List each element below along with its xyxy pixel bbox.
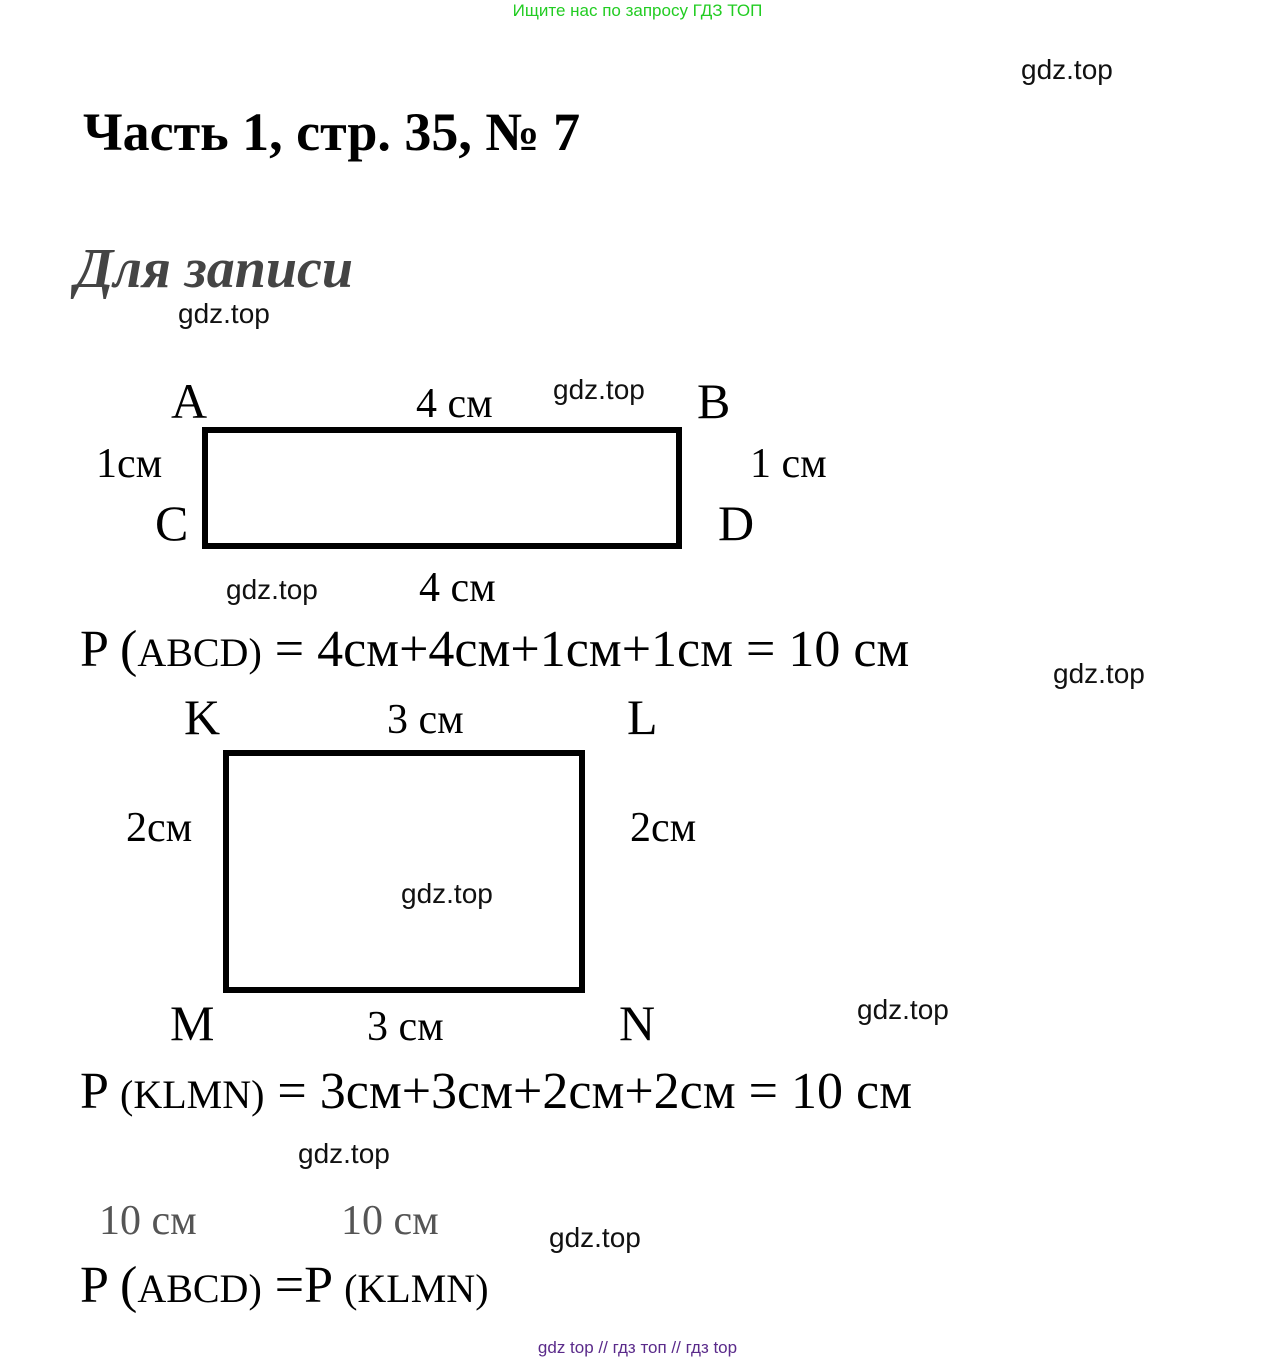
- top-banner[interactable]: Ищите нас по запросу ГДЗ ТОП: [512, 1, 763, 20]
- length-label-cd: 4 см: [419, 565, 496, 611]
- footer-links[interactable]: gdz top // гдз топ // гдз top: [537, 1338, 738, 1357]
- watermark: gdz.top: [226, 574, 318, 605]
- watermark: gdz.top: [1021, 54, 1113, 85]
- perimeter-formula-abcd: [80, 620, 909, 683]
- length-label-bd: 1 см: [750, 441, 827, 487]
- watermark: gdz.top: [298, 1138, 390, 1169]
- vertex-label-n: N: [619, 995, 656, 1051]
- watermark: gdz.top: [178, 298, 270, 329]
- value-label-klmn: 10 см: [341, 1198, 439, 1244]
- vertex-label-d: D: [718, 495, 755, 551]
- figure-name: ABCD): [137, 630, 262, 675]
- length-label-ac: 1см: [96, 441, 163, 487]
- watermark: gdz.top: [401, 878, 493, 909]
- watermark: gdz.top: [549, 1222, 641, 1253]
- vertex-label-a: A: [171, 373, 208, 429]
- formula-equals: =P: [261, 1257, 345, 1314]
- formula-p: P: [80, 1063, 120, 1120]
- figure-name: (KLMN): [344, 1266, 489, 1311]
- figure-name: ABCD): [137, 1266, 262, 1311]
- rectangle-abcd: [202, 427, 682, 549]
- length-label-ab: 4 см: [416, 381, 493, 427]
- formula-p: P (: [80, 1257, 138, 1314]
- watermark: gdz.top: [857, 994, 949, 1025]
- rectangle-klmn: [223, 750, 585, 993]
- formula-p: P (: [80, 621, 138, 678]
- section-heading: Для записи: [75, 238, 353, 300]
- formula-expression: = 4см+4см+1см+1см = 10 см: [261, 621, 910, 678]
- length-label-ln: 2см: [630, 805, 697, 851]
- value-label-abcd: 10 см: [99, 1198, 197, 1244]
- vertex-label-k: K: [184, 689, 221, 745]
- length-label-kl: 3 см: [387, 697, 464, 743]
- watermark: gdz.top: [1053, 658, 1145, 689]
- vertex-label-b: B: [697, 373, 731, 429]
- figure-name: (KLMN): [120, 1072, 265, 1117]
- formula-expression: = 3см+3см+2см+2см = 10 см: [264, 1063, 912, 1120]
- vertex-label-m: M: [170, 995, 215, 1051]
- perimeter-formula-klmn: [80, 1062, 912, 1125]
- page-title: Часть 1, стр. 35, № 7: [83, 102, 581, 162]
- vertex-label-l: L: [627, 689, 658, 745]
- watermark: gdz.top: [553, 374, 645, 405]
- vertex-label-c: C: [155, 495, 189, 551]
- perimeter-comparison: [80, 1256, 489, 1319]
- length-label-mn: 3 см: [367, 1004, 444, 1050]
- length-label-km: 2см: [126, 805, 193, 851]
